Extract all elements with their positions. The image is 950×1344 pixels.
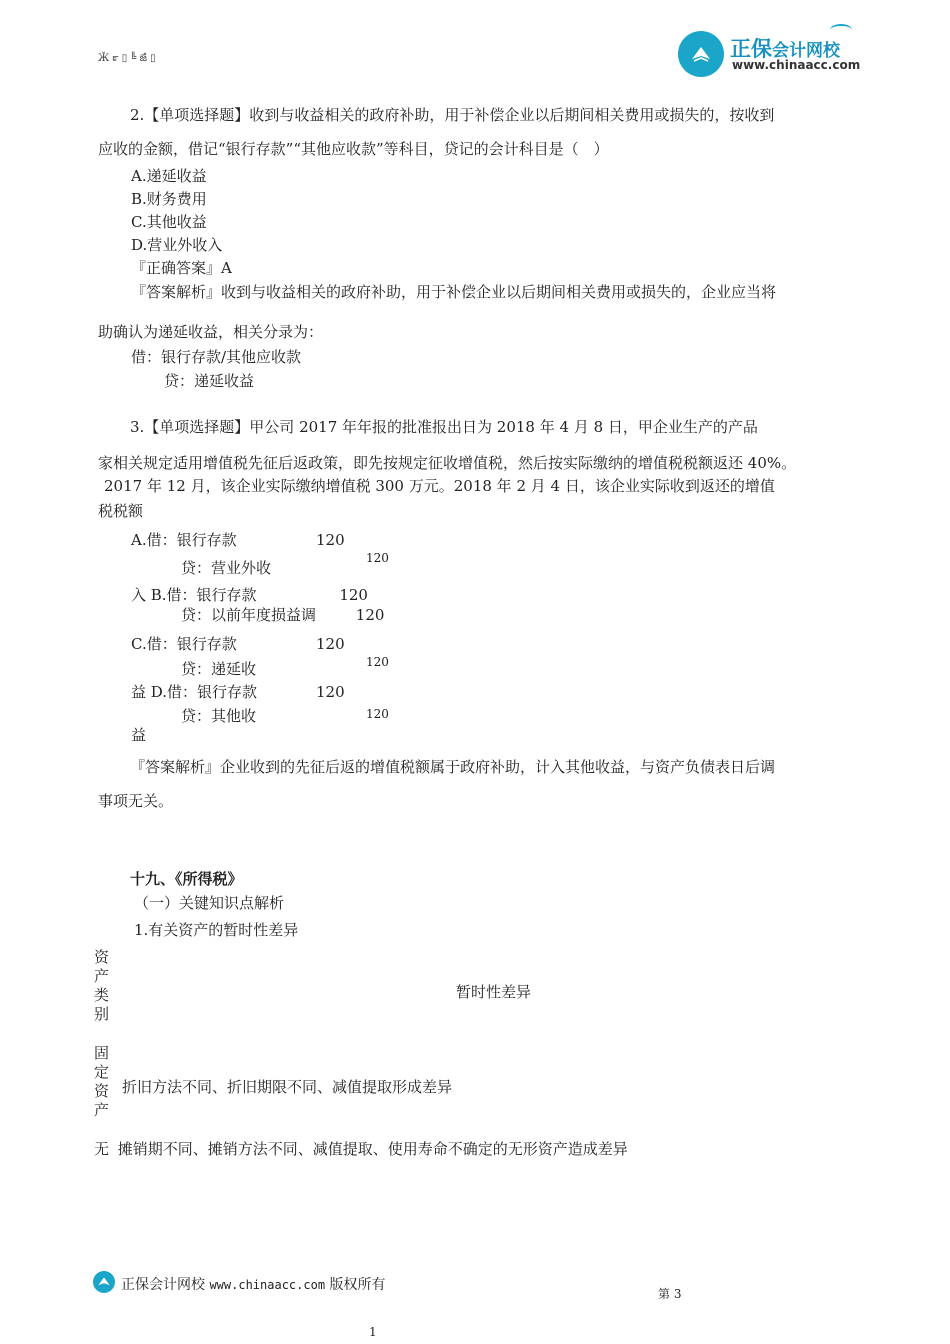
q3-opt-a-debit: A.借：银行存款: [131, 531, 237, 549]
q2-option-d: D.营业外收入: [131, 236, 223, 254]
section-item1-text: 1.有关资产的暂时性差异: [134, 921, 299, 939]
q3-opt-a-credit: 贷：营业外收: [181, 559, 272, 577]
logo-brand-small: 会计网校: [772, 41, 840, 61]
book-icon: [690, 43, 712, 65]
q3-opt-b-debit: 入 B.借：银行存款: [131, 586, 257, 604]
q3-opt-b-debit-amount: 120: [339, 586, 368, 604]
logo-icon: [678, 31, 724, 77]
table-row2: [94, 1139, 714, 1158]
footer-brand: 正保会计网校: [121, 1277, 205, 1293]
q2-option-b: B.财务费用: [131, 190, 207, 208]
table-row2-type: 无: [94, 1140, 110, 1158]
q3-stem-line4: [98, 501, 144, 520]
q3-stem-line3: 2017 年 12 月，该企业实际缴纳增值税 300 万元。2018 年 2 月 4 日，该企业实际收到返还的增值: [104, 477, 775, 495]
footer-logo-icon: [93, 1271, 115, 1293]
q2-stem-line2: [98, 139, 609, 158]
footer-page-label: [658, 1286, 682, 1301]
q3-analysis-line1: [130, 758, 776, 776]
q3-opt-c-credit: 贷：递延收: [181, 660, 257, 678]
q3-opt-c-debit-amount: 120: [316, 635, 345, 653]
q3-opt-d-debit-amount: 120: [316, 683, 345, 701]
q3-opt-b-debit-row: [131, 585, 368, 604]
q2-stem-line1: [130, 106, 775, 124]
q3-opt-d-credit-amount: [366, 707, 389, 721]
footer-book-icon: [97, 1275, 111, 1289]
footer-page-number: [369, 1324, 377, 1339]
q3-opt-c-credit-amount: [366, 655, 389, 669]
q2-option-c: C.其他收益: [131, 213, 207, 231]
table-row2-desc: 摊销期不同、摊销方法不同、减值提取、使用寿命不确定的无形资产造成差异: [117, 1140, 628, 1158]
footer-url: www.chinaacc.com: [209, 1278, 326, 1292]
q3-stem-line2: 家相关规定适用增值税先征后返政策，即先按规定征收增值税，然后按实际缴纳的增值税税额返还 40%。: [98, 454, 797, 472]
q3-opt-a-debit-amount: 120: [316, 531, 345, 549]
q3-stem-line1: [130, 418, 758, 436]
q2-analysis-line1: 『答案解析』收到与收益相关的政府补助，用于补偿企业以后期间相关费用或损失的，企业应当将: [131, 283, 777, 301]
q3-opt-d-credit-amount-text: 120: [366, 707, 389, 721]
q3-opt-c-debit: C.借：银行存款: [131, 635, 237, 653]
table-header-col2: 暂时性差异: [456, 983, 532, 1001]
q3-opt-b-credit: 贷：以前年度损益调: [181, 606, 317, 624]
q3-opt-c-credit-amount-text: 120: [366, 655, 389, 669]
q2-answer: 『正确答案』A: [131, 259, 232, 277]
q2-analysis-line2: 助确认为递延收益，相关分录为：: [98, 323, 324, 341]
section-title: 十九、《所得税》: [130, 870, 243, 888]
logo-brand-big: 正保: [730, 37, 772, 61]
footer-copyright: [121, 1274, 386, 1294]
header-fragment: Ӂ ౝ ▯ ╚ ౙ ▯: [98, 53, 156, 64]
q3-analysis-line1-text: 『答案解析』企业收到的先征后返的增值税额属于政府补助，计入其他收益，与资产负债表日后调: [130, 758, 776, 776]
q3-opt-b-credit-amount: 120: [355, 606, 385, 624]
q2-entry-credit: 贷：递延收益: [164, 372, 255, 390]
table-row1-desc: 折旧方法不同、折旧期限不同、减值提取形成差异: [122, 1078, 453, 1096]
q2-stem-line2-text: 应收的金额，借记“银行存款”“其他应收款”等科目，贷记的会计科目是（ ）: [98, 140, 609, 158]
section-subtitle: （一）关键知识点解析: [134, 894, 285, 912]
section-item1: [134, 920, 299, 939]
logo-url: www.chinaacc.com: [732, 58, 861, 72]
q3-opt-d-debit: 益 D.借：银行存款: [131, 683, 258, 701]
q2-option-a: A.递延收益: [131, 167, 207, 185]
q3-opt-d-credit: 贷：其他收: [181, 707, 257, 725]
q3-opt-a-credit-amount-text: 120: [366, 551, 389, 565]
table-header-col1: 资产类别: [94, 948, 110, 1023]
footer-rights: 版权所有: [329, 1277, 386, 1293]
q3-opt-b-credit-row: [181, 605, 385, 624]
q3-opt-a-credit-amount: [366, 551, 389, 565]
q2-stem-line1-text: 2.【单项选择题】收到与收益相关的政府补助，用于补偿企业以后期间相关费用或损失的，按收到: [130, 106, 775, 124]
q3-stem-line1-text: 3.【单项选择题】甲公司 2017 年年报的批准报出日为 2018 年 4 月 8 日，甲企业生产的产品: [130, 418, 758, 436]
q3-opt-d-tail: 益: [131, 726, 147, 744]
footer-page-label-text: 第 3: [658, 1287, 682, 1301]
q3-stem-line4-text: 税税额: [98, 502, 144, 520]
q2-entry-debit: 借：银行存款/其他应收款: [131, 348, 302, 366]
q3-analysis-line2: 事项无关。: [98, 792, 174, 810]
table-row1-type: 固定资产: [94, 1044, 110, 1119]
footer-page-number-text: 1: [369, 1325, 377, 1339]
